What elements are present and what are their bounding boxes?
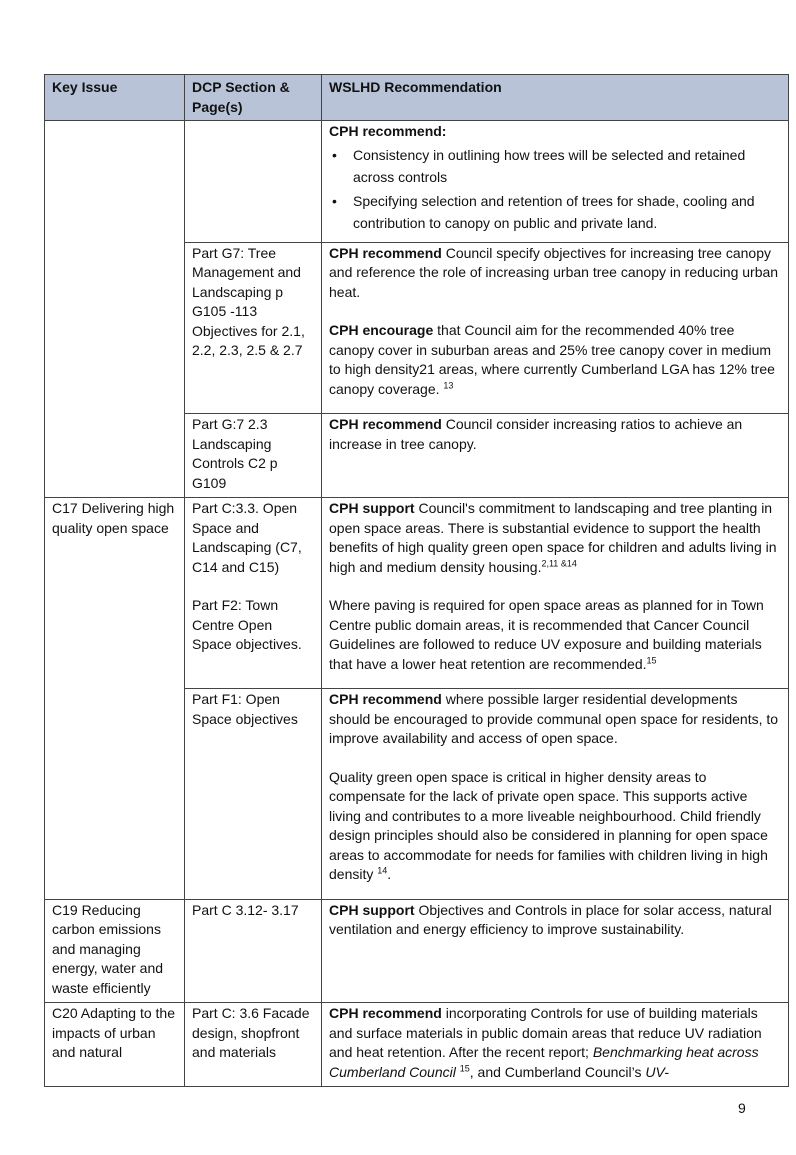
recommendation-cell <box>322 414 789 498</box>
key-issue-cell: C17 Delivering high quality open space <box>45 498 185 900</box>
dcp-section-cell: Part F1: Open Space objectives <box>185 689 322 900</box>
recommendation-cell <box>322 1003 789 1087</box>
bullet-icon: • <box>332 192 337 209</box>
header-key-issue: Key Issue <box>45 75 185 121</box>
dcp-section-cell: Part C 3.12- 3.17 <box>185 899 322 1003</box>
key-issue-cell <box>45 121 185 498</box>
key-issue-cell: C20 Adapting to the impacts of urban and natural <box>45 1003 185 1087</box>
citation-superscript: 15 <box>459 1062 470 1073</box>
dcp-section-cell <box>185 121 322 243</box>
paragraph: CPH recommend where possible larger residential developments should be encouraged to provide communal open space for residents, to improve availability and access of open space. <box>329 691 779 746</box>
paragraph: CPH support Council's commitment to landscaping and tree planting in open space areas. There is substantial evidence to support the health benefits of high quality green open space for children and adults living in high and medium density housing.$^{2,11 \&14}$ <box>329 500 777 575</box>
citation-superscript: 14 <box>377 865 388 876</box>
dcp-section-cell: Part C:3.3. Open Space and Landscaping (C7, C14 and C15) Part F2: Town Centre Open Space objectives. <box>185 498 322 689</box>
paragraph: CPH recommend incorporating Controls for use of building materials and surface materials in public domain areas that reduce UV radiation and heat retention. After the recent report; Benchmarking heat across Cumberland Council $^{15}$, and Cumberland Council’s UV- <box>329 1005 762 1080</box>
page-number: 9 <box>738 1100 746 1116</box>
table-row <box>45 1003 789 1087</box>
lead-bold: CPH recommend: <box>329 123 447 139</box>
citation-superscript: 2,11 &14 <box>541 557 577 568</box>
list-item: • Specifying selection and retention of trees for shade, cooling and contribution to canopy on public and private land. <box>329 190 782 234</box>
dcp-section-cell: Part G7: Tree Management and Landscaping p G105 -113 Objectives for 2.1, 2.2, 2.3, 2.5 & 2.7 <box>185 242 322 414</box>
recommendation-cell <box>322 498 789 689</box>
citation-superscript: 13 <box>443 379 454 390</box>
bullet-icon: • <box>332 146 337 163</box>
paragraph: Where paving is required for open space areas as planned for in Town Centre public domain areas, it is recommended that Cancer Council Guidelines are followed to reduce UV exposure and building materials that have a lower heat retention are recommended.$^{15}$ <box>329 597 764 672</box>
table-row <box>45 498 789 689</box>
paragraph: Quality green open space is critical in higher density areas to compensate for the lack of private open space. This supports active living and contributes to a more liveable neighbourhood. Child friendly design principles should also be considered in planning for open space areas to accommodate for needs for families with children living in high density $^{14}$. <box>329 768 768 882</box>
recommendation-cell <box>322 242 789 414</box>
list-item: • Consistency in outlining how trees will be selected and retained across controls <box>329 144 782 188</box>
recommendation-cell <box>322 689 789 900</box>
header-wslhd-recommendation: WSLHD Recommendation <box>322 75 789 121</box>
header-dcp-section: DCP Section & Page(s) <box>185 75 322 121</box>
bullet-list <box>329 144 782 234</box>
paragraph: CPH encourage that Council aim for the recommended 40% tree canopy cover in suburban areas and 25% tree canopy cover in medium to high density21 areas, where currently Cumberland LGA has 12% tree canopy coverage. $^{13}$ <box>329 322 775 397</box>
table-row <box>45 899 789 1003</box>
dcp-section-cell: Part G:7 2.3 Landscaping Controls C2 p G109 <box>185 414 322 498</box>
key-issue-cell: C19 Reducing carbon emissions and managing energy, water and waste efficiently <box>45 899 185 1003</box>
recommendation-cell <box>322 121 789 243</box>
dcp-section-cell: Part C: 3.6 Facade design, shopfront and materials <box>185 1003 322 1087</box>
recommendation-cell <box>322 899 789 1003</box>
paragraph: CPH support Objectives and Controls in place for solar access, natural ventilation and energy efficiency to improve sustainability. <box>329 901 772 937</box>
recommendations-table <box>44 74 789 1087</box>
table-row <box>45 121 789 243</box>
table-header-row <box>45 75 789 121</box>
paragraph: CPH recommend Council consider increasing ratios to achieve an increase in tree canopy. <box>329 416 743 452</box>
citation-superscript: 15 <box>646 654 657 665</box>
paragraph: CPH recommend Council specify objectives for increasing tree canopy and reference the role of increasing urban tree canopy in reducing urban heat. <box>329 244 779 300</box>
